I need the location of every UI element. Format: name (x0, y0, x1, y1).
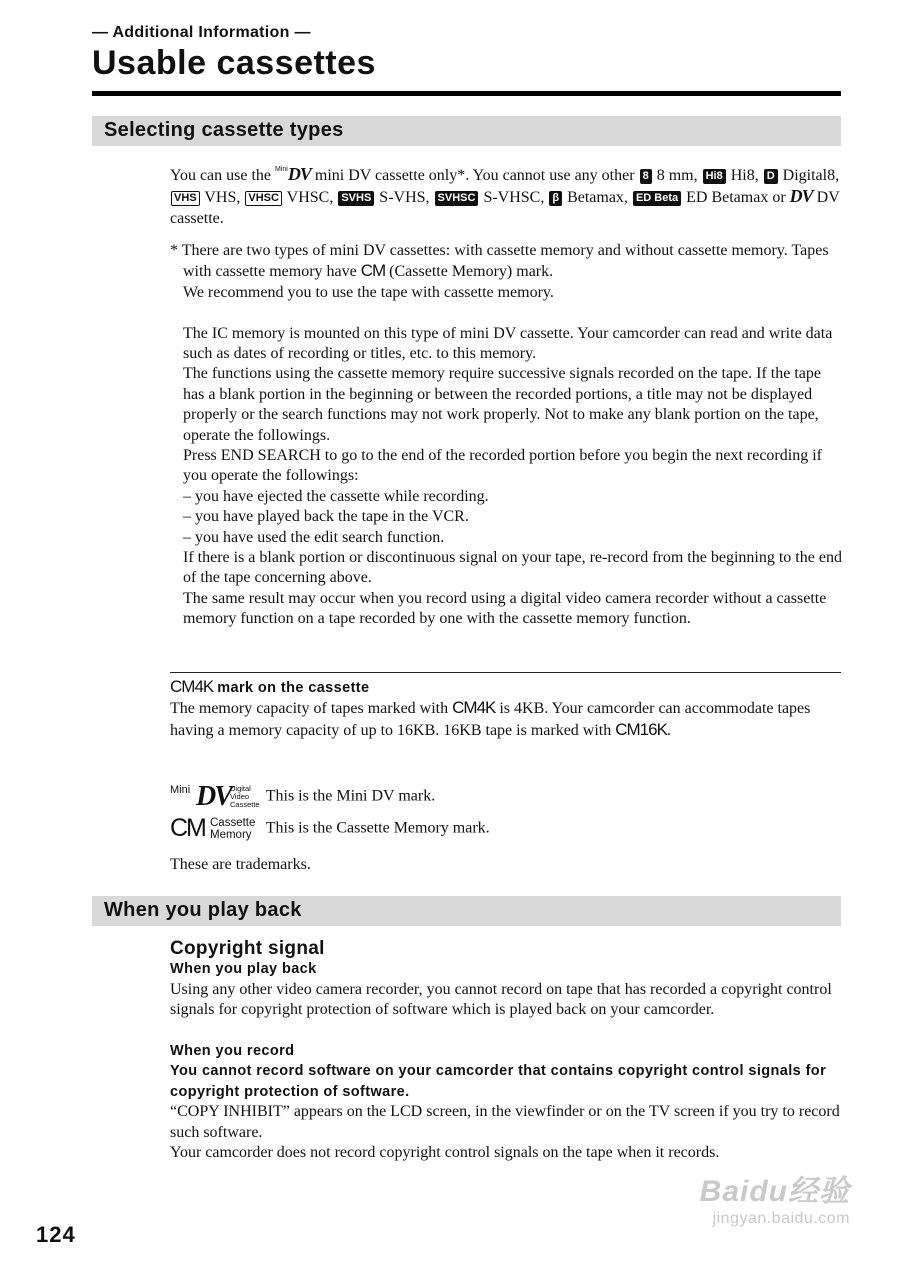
footnote-text: The IC memory is mounted on this type of mini DV cassette. Your camcorder can read and write data such as dates of recording or titles, etc. to this memory. (183, 324, 833, 363)
copyright-block (170, 939, 842, 1163)
dv-icon: DV (789, 186, 813, 207)
hi8-icon: Hi8 (703, 169, 726, 184)
trademarks-note: These are trademarks. (170, 856, 311, 873)
intro-text: 8 mm, (656, 167, 698, 184)
page-title: Usable cassettes (92, 44, 376, 82)
mini-dv-icon: $^{Mini}$DV (275, 164, 311, 184)
cassette-memory-logo-icon: CM Cassette Memory (170, 814, 256, 842)
mini-dv-logo-icon: Mini DV Digital Video Cassette (170, 781, 260, 812)
footnote-text: The functions using the cassette memory require successive signals recorded on the tape. If the tape has a blank portion in the beginning or between the recorded portions, a title may not be displayed properly or the search functions may not work properly. Not to make any blank portion on the tape, operate the followings. (183, 365, 821, 444)
svhsc-icon: SVHSC (435, 191, 479, 206)
list-item: – you have used the edit search function. (183, 528, 445, 546)
section-band-selecting (92, 116, 841, 146)
copyright-text: Your camcorder does not record copyright control signals on the tape when it records. (170, 1144, 720, 1162)
bold-warning: You cannot record software on your camcorder that contains copyright control signals for copyright protection of software. (170, 1063, 827, 1100)
watermark: Baidu经验 jingyan.baidu.com (699, 1175, 850, 1227)
title-rule (92, 91, 841, 96)
intro-text: DV cassette. (170, 189, 840, 227)
vhs-icon: VHS (171, 191, 200, 206)
section-heading: When you play back (104, 899, 302, 921)
mini-dv-logo-row (170, 781, 436, 812)
copyright-text: “COPY INHIBIT” appears on the LCD screen, in the viewfinder or on the TV screen if you try to record such software. (170, 1103, 840, 1141)
footnote-text: * There are two types of mini DV cassettes: with cassette memory and without cassette memory. Tapes with cassette memory have (170, 242, 829, 281)
list-item: – you have played back the tape in the VCR. (183, 508, 469, 526)
copyright-text: Using any other video camera recorder, you cannot record on tape that has recorded a copyright control signals for copyright protection of software which is played back on your camcorder. (170, 980, 832, 1019)
intro-paragraph (170, 160, 842, 229)
digital8-icon: D (764, 169, 778, 184)
list-item: – you have ejected the cassette while recording. (183, 487, 489, 505)
footnote (170, 241, 842, 630)
cm4k-text: is 4KB. Your camcorder can accommodate tapes having a memory capacity of up to 16KB. 16KB tape is marked with (170, 700, 811, 739)
page-number: 124 (36, 1222, 76, 1247)
intro-text: mini DV cassette only*. You cannot use any other (314, 167, 635, 184)
cm4k-icon: CM4K (170, 677, 214, 696)
subheading: When you record (170, 1043, 295, 1060)
divider (170, 672, 841, 673)
intro-text: VHSC, (286, 189, 334, 207)
cm4k-block: CM4K mark on the cassette The memory capacity of tapes marked with CM4K is 4KB. Your camcorder can accommodate tapes having a memory capacity of up to 16KB. 16KB tape is marked with CM16K. (170, 677, 811, 739)
cm16k-icon: CM16K (615, 719, 667, 739)
intro-text: Betamax, (567, 189, 628, 207)
intro-text: Digital8, (782, 167, 840, 184)
footnote-text: If there is a blank portion or discontinuous signal on your tape, re-record from the beginning to the end of the tape concerning above. (183, 549, 842, 587)
intro-text: You can use the (170, 167, 272, 184)
footnote-text: We recommend you to use the tape with cassette memory. (183, 283, 554, 301)
vhsc-icon: VHSC (245, 191, 282, 206)
footnote-text: Press END SEARCH to go to the end of the recorded portion before you begin the next recording if you operate the followings: (183, 447, 822, 485)
logo-caption: This is the Cassette Memory mark. (265, 819, 490, 837)
intro-text: VHS, (204, 189, 241, 207)
intro-text: S-VHSC, (483, 189, 545, 207)
cm4k-heading: mark on the cassette (217, 680, 370, 696)
intro-text: S-VHS, (379, 189, 430, 207)
footnote-text: The same result may occur when you record using a digital video camera recorder without a cassette memory function on a tape recorded by one with the cassette memory function. (183, 589, 827, 628)
section-label: — Additional Information — (92, 24, 311, 41)
intro-text: ED Betamax or (686, 189, 786, 207)
subheading: When you play back (170, 961, 317, 978)
svhs-icon: SVHS (338, 191, 374, 206)
cm4k-text: The memory capacity of tapes marked with (170, 700, 449, 718)
section-heading: Selecting cassette types (104, 119, 344, 141)
intro-text: Hi8, (730, 167, 759, 184)
logo-caption: This is the Mini DV mark. (265, 787, 436, 805)
cassette-memory-logo-row (170, 816, 490, 842)
copyright-heading: Copyright signal (170, 938, 325, 959)
footnote-text: (Cassette Memory) mark. (389, 263, 554, 281)
betamax-icon: β (549, 191, 562, 206)
section-band-playback (92, 896, 841, 926)
cassette-memory-icon: CM (360, 261, 386, 281)
ed-beta-icon: ED Beta (633, 191, 681, 206)
cm4k-icon: CM4K (452, 698, 496, 718)
8mm-icon: 8 (640, 169, 652, 184)
